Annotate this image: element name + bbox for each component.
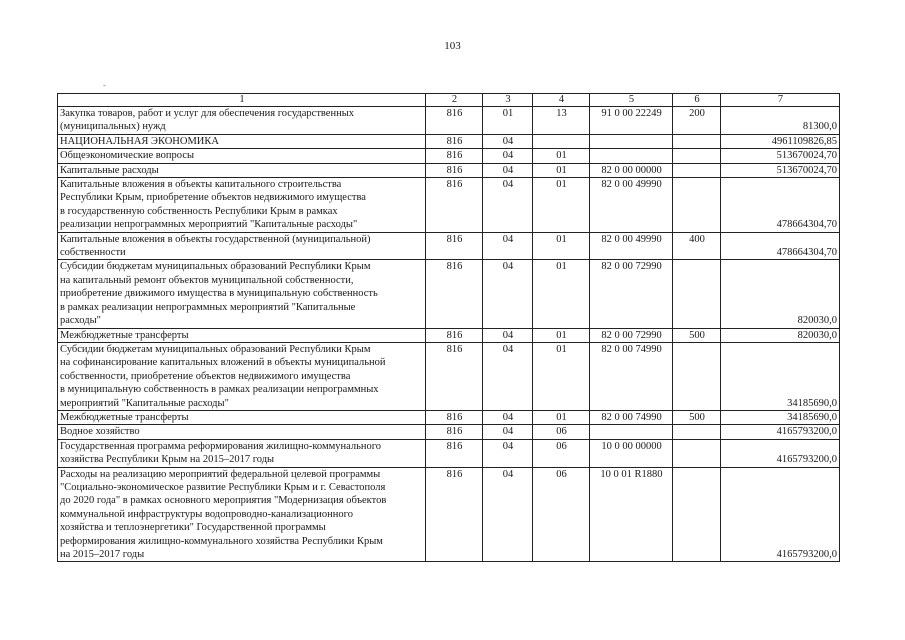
subsection-code-cell: 06 <box>533 467 590 562</box>
amount-cell: 4165793200,0 <box>721 425 840 439</box>
subsection-code-cell: 01 <box>533 260 590 328</box>
target-article-code-cell <box>590 134 673 148</box>
expense-type-code-cell: 500 <box>673 328 721 342</box>
item-name-cell: Общеэкономические вопросы <box>58 149 426 163</box>
target-article-code-cell: 82 0 00 49990 <box>590 232 673 260</box>
column-header-7: 7 <box>721 94 840 107</box>
target-article-code-cell: 91 0 00 22249 <box>590 107 673 135</box>
item-name-cell: Капитальные вложения в объекты государственной (муниципальной) собственности <box>58 232 426 260</box>
target-article-code-cell: 82 0 00 74990 <box>590 342 673 410</box>
column-header-1: 1 <box>58 94 426 107</box>
ministry-code-cell: 816 <box>426 163 483 177</box>
amount-cell: 513670024,70 <box>721 149 840 163</box>
amount-cell: 478664304,70 <box>721 178 840 233</box>
table-body <box>58 107 840 562</box>
table-row <box>58 260 840 328</box>
target-article-code-cell: 82 0 00 72990 <box>590 260 673 328</box>
section-code-cell: 04 <box>483 439 533 467</box>
subsection-code-cell: 01 <box>533 163 590 177</box>
table-header <box>58 94 840 107</box>
item-name-cell: Государственная программа реформирования жилищно-коммунального хозяйства Республики Крым на 2015–2017 годы <box>58 439 426 467</box>
item-name-cell: Закупка товаров, работ и услуг для обеспечения государственных (муниципальных) нужд <box>58 107 426 135</box>
subsection-code-cell: 01 <box>533 149 590 163</box>
target-article-code-cell: 10 0 01 R1880 <box>590 467 673 562</box>
ministry-code-cell: 816 <box>426 439 483 467</box>
item-name-cell: Межбюджетные трансферты <box>58 410 426 424</box>
expense-type-code-cell: 500 <box>673 410 721 424</box>
budget-table <box>57 93 840 562</box>
section-code-cell: 04 <box>483 178 533 233</box>
section-code-cell: 04 <box>483 328 533 342</box>
column-header-6: 6 <box>673 94 721 107</box>
section-code-cell: 04 <box>483 232 533 260</box>
subsection-code-cell: 13 <box>533 107 590 135</box>
table-row <box>58 467 840 562</box>
ministry-code-cell: 816 <box>426 467 483 562</box>
table-row <box>58 134 840 148</box>
table-row <box>58 178 840 233</box>
subsection-code-cell: 06 <box>533 439 590 467</box>
item-name-cell: НАЦИОНАЛЬНАЯ ЭКОНОМИКА <box>58 134 426 148</box>
section-code-cell: 04 <box>483 467 533 562</box>
target-article-code-cell <box>590 425 673 439</box>
subsection-code-cell: 01 <box>533 410 590 424</box>
section-code-cell: 04 <box>483 149 533 163</box>
expense-type-code-cell <box>673 134 721 148</box>
section-code-cell: 01 <box>483 107 533 135</box>
table-row <box>58 342 840 410</box>
subsection-code-cell: 01 <box>533 342 590 410</box>
expense-type-code-cell <box>673 163 721 177</box>
table-row <box>58 163 840 177</box>
ministry-code-cell: 816 <box>426 107 483 135</box>
subsection-code-cell: 01 <box>533 328 590 342</box>
table-row <box>58 439 840 467</box>
subsection-code-cell: 01 <box>533 178 590 233</box>
subsection-code-cell: 06 <box>533 425 590 439</box>
item-name-cell: Межбюджетные трансферты <box>58 328 426 342</box>
expense-type-code-cell: 400 <box>673 232 721 260</box>
ministry-code-cell: 816 <box>426 260 483 328</box>
section-code-cell: 04 <box>483 410 533 424</box>
header-row <box>58 94 840 107</box>
stray-mark: - <box>103 80 106 90</box>
amount-cell: 513670024,70 <box>721 163 840 177</box>
section-code-cell: 04 <box>483 260 533 328</box>
item-name-cell: Субсидии бюджетам муниципальных образований Республики Крым на софинансирование капитальных вложений в объекты муниципальной собственности, приобретение объектов недвижимого имущества в муниципальную собственность в рамках реализации непрограммных мероприятий "Капитальные расходы" <box>58 342 426 410</box>
subsection-code-cell: 01 <box>533 232 590 260</box>
page-number: 103 <box>444 40 461 52</box>
expense-type-code-cell <box>673 178 721 233</box>
ministry-code-cell: 816 <box>426 178 483 233</box>
target-article-code-cell: 82 0 00 49990 <box>590 178 673 233</box>
amount-cell: 820030,0 <box>721 328 840 342</box>
ministry-code-cell: 816 <box>426 342 483 410</box>
column-header-4: 4 <box>533 94 590 107</box>
column-header-5: 5 <box>590 94 673 107</box>
expense-type-code-cell: 200 <box>673 107 721 135</box>
amount-cell: 820030,0 <box>721 260 840 328</box>
target-article-code-cell: 10 0 00 00000 <box>590 439 673 467</box>
amount-cell: 81300,0 <box>721 107 840 135</box>
ministry-code-cell: 816 <box>426 232 483 260</box>
ministry-code-cell: 816 <box>426 425 483 439</box>
amount-cell: 34185690,0 <box>721 410 840 424</box>
table-row <box>58 232 840 260</box>
expense-type-code-cell <box>673 342 721 410</box>
expense-type-code-cell <box>673 425 721 439</box>
target-article-code-cell: 82 0 00 72990 <box>590 328 673 342</box>
subsection-code-cell <box>533 134 590 148</box>
section-code-cell: 04 <box>483 425 533 439</box>
expense-type-code-cell <box>673 439 721 467</box>
section-code-cell: 04 <box>483 134 533 148</box>
section-code-cell: 04 <box>483 342 533 410</box>
ministry-code-cell: 816 <box>426 410 483 424</box>
column-header-3: 3 <box>483 94 533 107</box>
table-row <box>58 425 840 439</box>
amount-cell: 478664304,70 <box>721 232 840 260</box>
target-article-code-cell <box>590 149 673 163</box>
expense-type-code-cell <box>673 149 721 163</box>
ministry-code-cell: 816 <box>426 328 483 342</box>
target-article-code-cell: 82 0 00 74990 <box>590 410 673 424</box>
target-article-code-cell: 82 0 00 00000 <box>590 163 673 177</box>
amount-cell: 4961109826,85 <box>721 134 840 148</box>
ministry-code-cell: 816 <box>426 134 483 148</box>
amount-cell: 4165793200,0 <box>721 467 840 562</box>
expense-type-code-cell <box>673 467 721 562</box>
amount-cell: 34185690,0 <box>721 342 840 410</box>
table-row <box>58 410 840 424</box>
item-name-cell: Капитальные расходы <box>58 163 426 177</box>
item-name-cell: Расходы на реализацию мероприятий федеральной целевой программы "Социально-экономическое развитие Республики Крым и г. Севастополя до 2020 года" в рамках основного мероприятия "Модернизация объектов коммунальной инфраструктуры водопроводно-канализационного хозяйства и теплоэнергетики" Государственной программы реформирования жилищно-коммунального хозяйства Республики Крым на 2015–2017 годы <box>58 467 426 562</box>
amount-cell: 4165793200,0 <box>721 439 840 467</box>
table-row <box>58 328 840 342</box>
column-header-2: 2 <box>426 94 483 107</box>
ministry-code-cell: 816 <box>426 149 483 163</box>
table-row <box>58 107 840 135</box>
item-name-cell: Субсидии бюджетам муниципальных образований Республики Крым на капитальный ремонт объектов муниципальной собственности, приобретение движимого имущества в муниципальную собственность в рамках реализации непрограммных мероприятий "Капитальные расходы" <box>58 260 426 328</box>
expense-type-code-cell <box>673 260 721 328</box>
table-row <box>58 149 840 163</box>
section-code-cell: 04 <box>483 163 533 177</box>
item-name-cell: Водное хозяйство <box>58 425 426 439</box>
item-name-cell: Капитальные вложения в объекты капитального строительства Республики Крым, приобретение объектов недвижимого имущества в государственную собственность Республики Крым в рамках реализации непрограммных мероприятий "Капитальные расходы" <box>58 178 426 233</box>
